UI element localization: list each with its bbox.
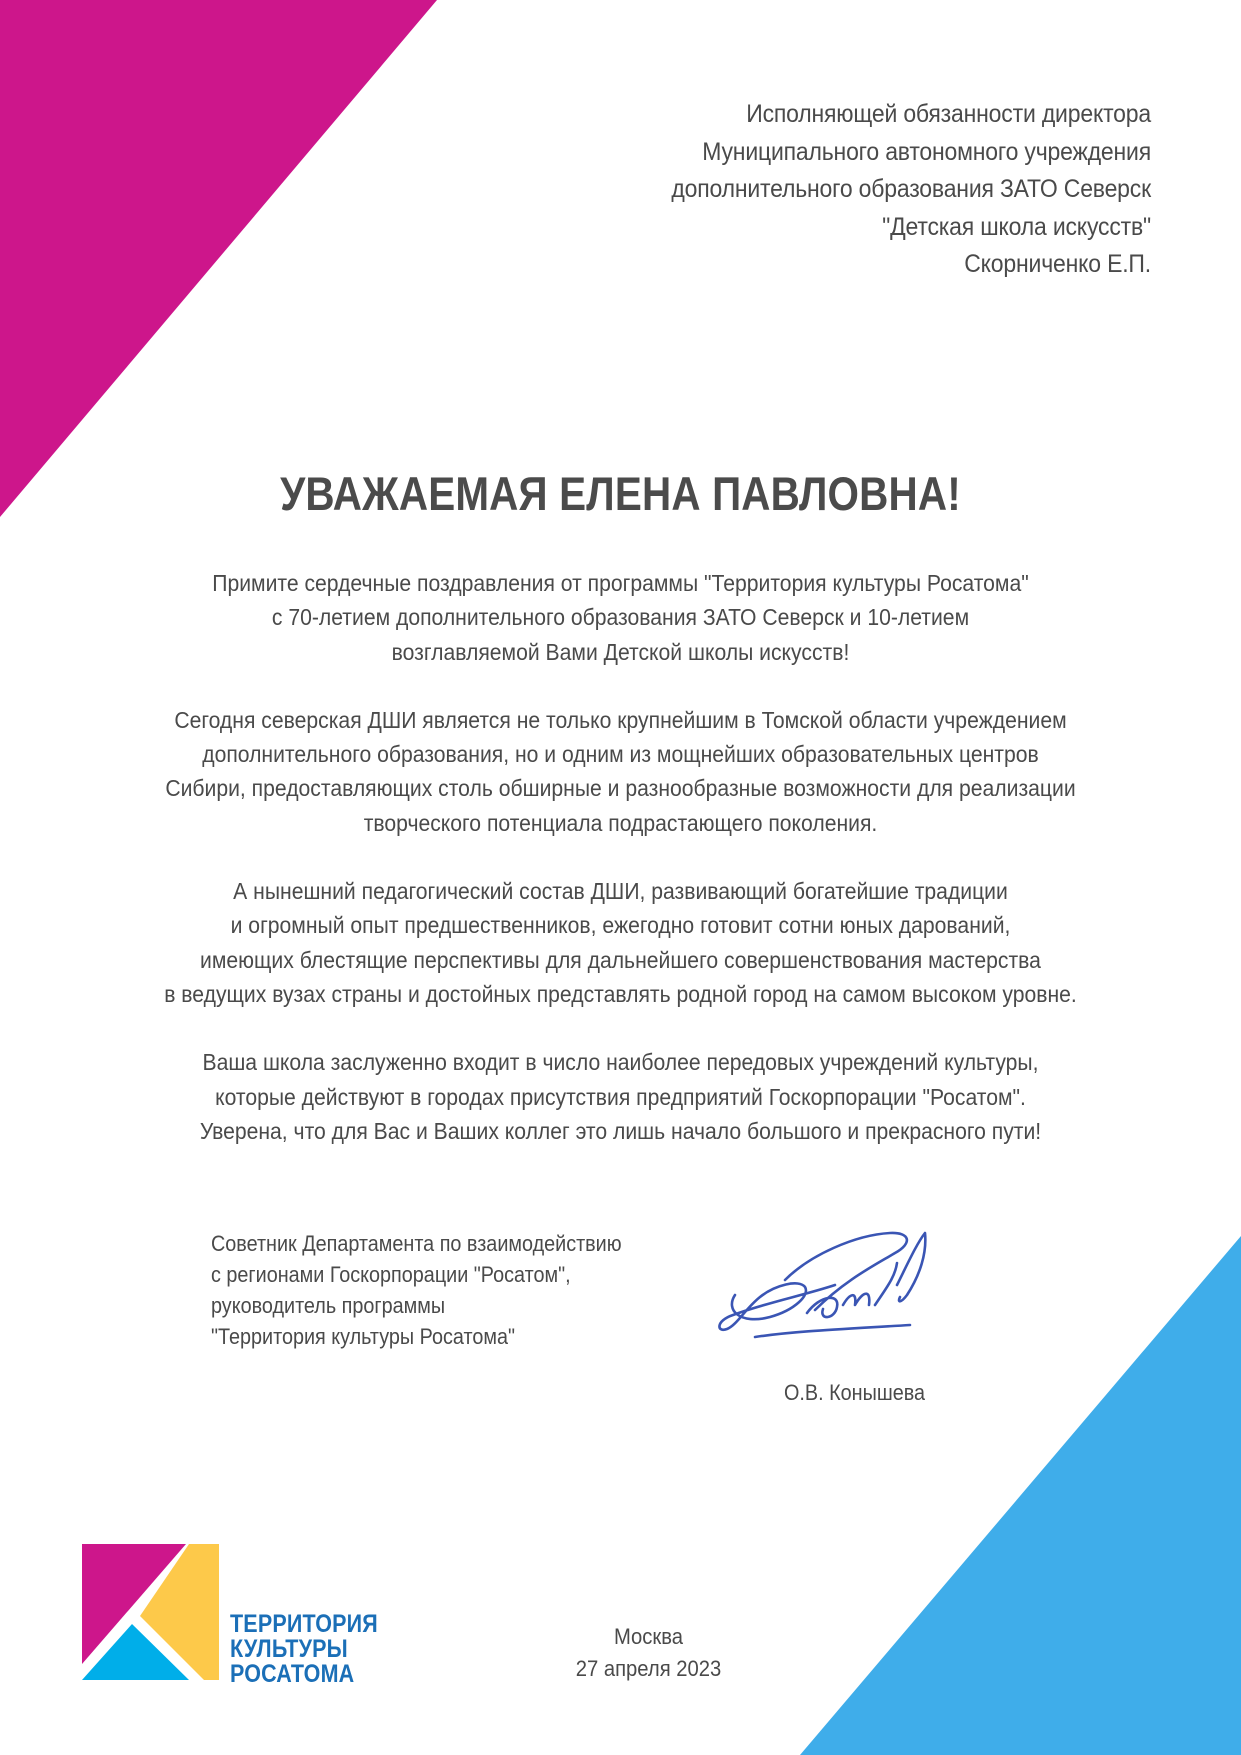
- body-line: Примите сердечные поздравления от программы "Территория культуры Росатома": [212, 570, 1029, 596]
- addressee-line: "Детская школа искусств": [882, 212, 1151, 241]
- body-line: возглавляемой Вами Детской школы искусств!: [391, 638, 850, 665]
- sender-line: Советник Департамента по взаимодействию: [211, 1231, 622, 1256]
- body-line: имеющих блестящие перспективы для дальнейшего совершенствования мастерства: [200, 946, 1041, 973]
- logo-line: ТЕРРИТОРИЯ: [230, 1610, 378, 1638]
- body-line: с 70-летием дополнительного образования ЗАТО Северск и 10-летием: [271, 604, 970, 631]
- addressee-line: Муниципального автономного учреждения: [702, 137, 1151, 166]
- greeting-heading: УВАЖАЕМАЯ ЕЛЕНА ПАВЛОВНА!: [280, 467, 961, 520]
- body-paragraph: [116, 874, 1125, 1011]
- body-line: Уверена, что для Вас и Ваших коллег это лишь начало большого и прекрасного пути!: [199, 1117, 1042, 1144]
- body-line: Сибири, предоставляющих столь обширные и разнообразные возможности для реализации: [165, 775, 1076, 802]
- body-line: творческого потенциала подрастающего поколения.: [363, 809, 878, 836]
- addressee-block: [507, 96, 1151, 284]
- handwritten-signature: [715, 1225, 965, 1355]
- place-date-block: [512, 1621, 785, 1685]
- body-line: которые действуют в городах присутствия предприятий Госкорпорации "Росатом".: [215, 1083, 1026, 1110]
- territory-culture-logo-icon: [82, 1544, 222, 1684]
- body-paragraph: [116, 566, 1125, 669]
- date: 27 апреля 2023: [575, 1656, 722, 1681]
- magenta-corner-triangle: [0, 0, 437, 517]
- body-line: в ведущих вузах страны и достойных представлять родной город на самом высоком уровне.: [164, 980, 1077, 1007]
- body-line: Ваша школа заслуженно входит в число наиболее передовых учреждений культуры,: [202, 1049, 1039, 1076]
- body-line: дополнительного образования, но и одним из мощнейших образовательных центров: [202, 741, 1039, 768]
- signer-name: О.В. Конышева: [784, 1380, 926, 1405]
- sender-line: "Территория культуры Росатома": [211, 1324, 515, 1349]
- city: Москва: [613, 1624, 684, 1649]
- logo-wordmark: [230, 1612, 378, 1687]
- sender-line: с регионами Госкорпорации "Росатом",: [211, 1262, 571, 1287]
- sender-line: руководитель программы: [211, 1293, 446, 1318]
- body-line: и огромный опыт предшественников, ежегодно готовит сотни юных дарований,: [230, 912, 1011, 939]
- body-line: А нынешний педагогический состав ДШИ, развивающий богатейшие традиции: [233, 878, 1008, 905]
- addressee-line: Исполняющей обязанности директора: [746, 100, 1151, 128]
- addressee-line: Скорниченко Е.П.: [964, 250, 1151, 278]
- letter-body: [116, 566, 1125, 1182]
- logo-line: КУЛЬТУРЫ: [230, 1635, 348, 1663]
- logo-line: РОСАТОМА: [230, 1660, 355, 1688]
- body-paragraph: [116, 1045, 1125, 1148]
- body-paragraph: [116, 703, 1125, 840]
- sender-title-block: [211, 1228, 679, 1352]
- addressee-line: дополнительного образования ЗАТО Северск: [671, 175, 1151, 203]
- body-line: Сегодня северская ДШИ является не только крупнейшим в Томской области учреждением: [174, 706, 1067, 733]
